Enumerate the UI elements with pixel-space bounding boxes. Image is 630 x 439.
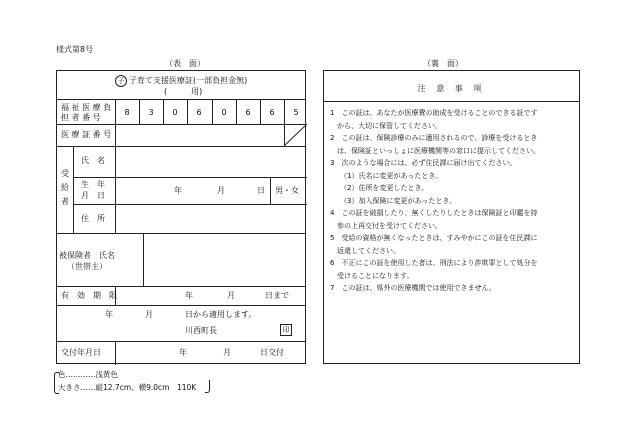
birth-label-1: 生 年	[81, 180, 105, 189]
note-line: 1 この証は、あなたが医療費の助成を受けることのできる証です	[330, 109, 538, 117]
issuer-name: 川西町長	[185, 326, 217, 335]
birth-month-unit: 月	[217, 186, 225, 195]
note-line: 4 この証を破損したり、無くしたりしたときは保険証と印鑑を持	[330, 209, 538, 217]
cert-number-label: 医 療 証 番 号	[61, 130, 112, 139]
card-subtitle: ( 用)	[164, 87, 203, 96]
recipient-label: 者	[61, 197, 69, 206]
address-label: 住 所	[81, 214, 105, 223]
payer-digit: 5	[293, 108, 299, 117]
gender-selector: 男・女	[275, 186, 299, 195]
note-line: 6 不正にこの証を使用した者は、刑法により詐欺罪として処分を	[330, 259, 538, 267]
note-line: （3）加入保険に変更があったとき。	[340, 196, 457, 205]
spec-brace-end	[205, 380, 210, 393]
payer-digit: 0	[172, 108, 178, 117]
note-line: から、大切に保管してください。	[330, 121, 442, 130]
note-line: 3 次のような場合には、必ず住民課に届け出てください。	[330, 159, 517, 167]
validity-year-unit: 年	[185, 291, 193, 300]
note-line: 受けることになります。	[330, 271, 414, 280]
note-line: は、保険証といっしょに医療機関等の窓口に提示してください。	[330, 146, 540, 155]
insured-household-label: （世帯主）	[67, 262, 107, 271]
front-side-label: （表 面）	[165, 59, 205, 68]
name-label: 氏 名	[81, 156, 105, 165]
notes-list	[330, 107, 576, 295]
apply-from-text: 日から適用します。	[185, 310, 257, 319]
validity-until: 日まで	[265, 291, 289, 300]
back-side-label: （裏 面）	[423, 59, 463, 68]
form-number: 様式第8号	[56, 45, 94, 54]
payer-number-label-2: 担 者 番 号	[61, 113, 101, 122]
note-line: 返還してください。	[330, 246, 400, 255]
child-symbol-icon: 子	[115, 75, 127, 87]
recipient-label: 給	[61, 183, 69, 192]
spec-size: 大きさ……縦12.7cm、横9.0cm 110K	[58, 383, 197, 392]
insured-name-label: 被保険者 氏名	[59, 251, 115, 260]
apply-year-unit: 年	[105, 310, 113, 319]
payer-digit: 6	[245, 108, 251, 117]
spec-color: 色…………浅黄色	[58, 370, 118, 379]
note-line: 参の上再交付を受けてください。	[330, 221, 442, 230]
diagonal-strike	[284, 124, 307, 146]
card-title: 子育て支援医療証(一部負担金無)	[129, 76, 248, 85]
issue-date-label: 交付年月日	[61, 348, 101, 357]
birth-label-2: 月 日	[81, 191, 105, 200]
note-line: （2）住所を変更したとき。	[340, 184, 429, 192]
validity-label: 有 効 期 限	[61, 291, 117, 300]
front-card	[56, 70, 306, 364]
note-line: 7 この証は、県外の医療機関では使用できません。	[330, 284, 496, 292]
note-line: 2 この証は、保険診療のみに適用されるので、診療を受けるとき	[330, 134, 538, 142]
payer-digit: 6	[269, 108, 275, 117]
payer-digit: 0	[221, 108, 227, 117]
seal-icon: 印	[280, 324, 292, 336]
issue-year-unit: 年	[179, 348, 187, 357]
note-line: （1）氏名に変更があったとき。	[340, 171, 443, 180]
issue-day-text: 日交付	[260, 348, 284, 357]
notes-title: 注 意 事 項	[417, 84, 486, 93]
recipient-label: 受	[61, 169, 69, 178]
birth-year-unit: 年	[174, 186, 182, 195]
payer-digit: 3	[148, 108, 154, 117]
back-card	[323, 70, 580, 364]
issue-month-unit: 月	[223, 348, 231, 357]
payer-digit: 8	[124, 108, 130, 117]
validity-month-unit: 月	[227, 291, 235, 300]
birth-day-unit: 日	[257, 186, 265, 195]
payer-digit: 6	[196, 108, 202, 117]
apply-month-unit: 月	[145, 310, 153, 319]
note-line: 5 受給の資格が無くなったときは、すみやかにこの証を住民課に	[330, 234, 538, 242]
payer-number-label-1: 福 祉 医 療 負	[61, 103, 112, 112]
